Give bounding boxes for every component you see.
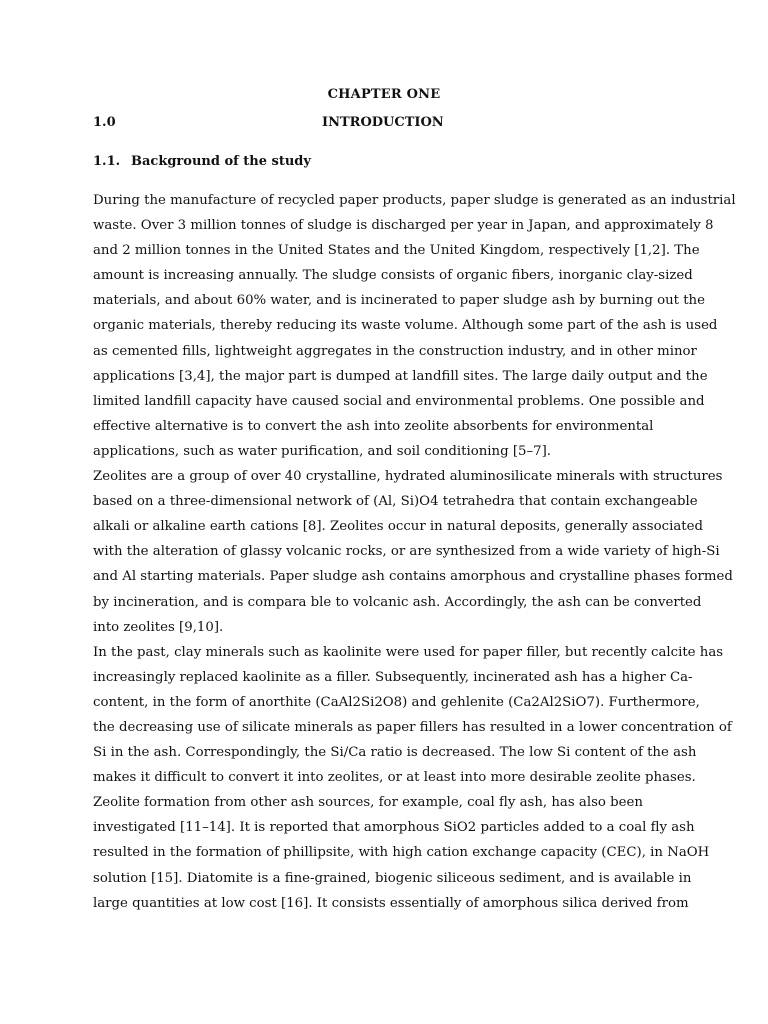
text-line: limited landfill capacity have caused social and environmental problems. One possible and: [93, 393, 705, 409]
text-line: In the past, clay minerals such as kaolinite were used for paper filler, but recently calcite has: [93, 644, 724, 660]
text-line: content, in the form of anorthite (CaAl2Si2O8) and gehlenite (Ca2Al2SiO7). Furthermore,: [93, 694, 700, 710]
text-line: as cemented fills, lightweight aggregates in the construction industry, and in other minor: [93, 343, 697, 359]
subsection-number: 1.1.: [93, 154, 121, 169]
text-line: materials, and about 60% water, and is incinerated to paper sludge ash by burning out the: [93, 293, 705, 309]
text-line: Si in the ash. Correspondingly, the Si/Ca ratio is decreased. The low Si content of the ash: [93, 745, 697, 761]
section-title: INTRODUCTION: [322, 115, 444, 130]
text-line: with the alteration of glassy volcanic rocks, or are synthesized from a wide variety of high-Si: [93, 544, 720, 560]
text-line: applications, such as water purification, and soil conditioning [5–7].: [93, 443, 551, 459]
text-line: waste. Over 3 million tonnes of sludge is discharged per year in Japan, and approximately 8: [93, 218, 714, 234]
text-line: effective alternative is to convert the ash into zeolite absorbents for environmental: [93, 418, 654, 434]
text-line: and 2 million tonnes in the United States and the United Kingdom, respectively [1,2]. The: [93, 243, 700, 259]
text-line: solution [15]. Diatomite is a fine-grained, biogenic siliceous sediment, and is available in: [93, 870, 692, 886]
text-line: resulted in the formation of phillipsite, with high cation exchange capacity (CEC), in NaOH: [93, 845, 710, 861]
text-line: into zeolites [9,10].: [93, 619, 224, 635]
text-line: based on a three-dimensional network of (Al, Si)O4 tetrahedra that contain exchangeable: [93, 494, 698, 510]
subsection-title: Background of the study: [131, 154, 311, 169]
body-text: [93, 188, 736, 916]
text-line: organic materials, thereby reducing its waste volume. Although some part of the ash is used: [93, 318, 718, 334]
chapter-title: CHAPTER ONE: [327, 87, 441, 102]
text-line: During the manufacture of recycled paper products, paper sludge is generated as an industrial: [93, 193, 736, 208]
text-line: alkali or alkaline earth cations [8]. Zeolites occur in natural deposits, generally associated: [93, 519, 703, 535]
text-line: by incineration, and is compara ble to volcanic ash. Accordingly, the ash can be converted: [93, 594, 702, 610]
text-line: large quantities at low cost [16]. It consists essentially of amorphous silica derived from: [93, 895, 689, 911]
text-line: and Al starting materials. Paper sludge ash contains amorphous and crystalline phases formed: [93, 569, 733, 585]
text-line: Zeolite formation from other ash sources, for example, coal fly ash, has also been: [93, 795, 643, 811]
section-number: 1.0: [93, 115, 116, 130]
text-line: the decreasing use of silicate minerals as paper fillers has resulted in a lower concentration of: [93, 719, 732, 735]
text-line: makes it difficult to convert it into zeolites, or at least into more desirable zeolite phases.: [93, 770, 696, 786]
text-line: amount is increasing annually. The sludge consists of organic fibers, inorganic clay-sized: [93, 268, 693, 284]
text-line: investigated [11–14]. It is reported that amorphous SiO2 particles added to a coal fly ash: [93, 820, 695, 836]
text-line: Zeolites are a group of over 40 crystalline, hydrated aluminosilicate minerals with structures: [93, 469, 723, 485]
text-line: increasingly replaced kaolinite as a filler. Subsequently, incinerated ash has a higher Ca-: [93, 669, 693, 685]
text-line: applications [3,4], the major part is dumped at landfill sites. The large daily output and the: [93, 368, 708, 384]
